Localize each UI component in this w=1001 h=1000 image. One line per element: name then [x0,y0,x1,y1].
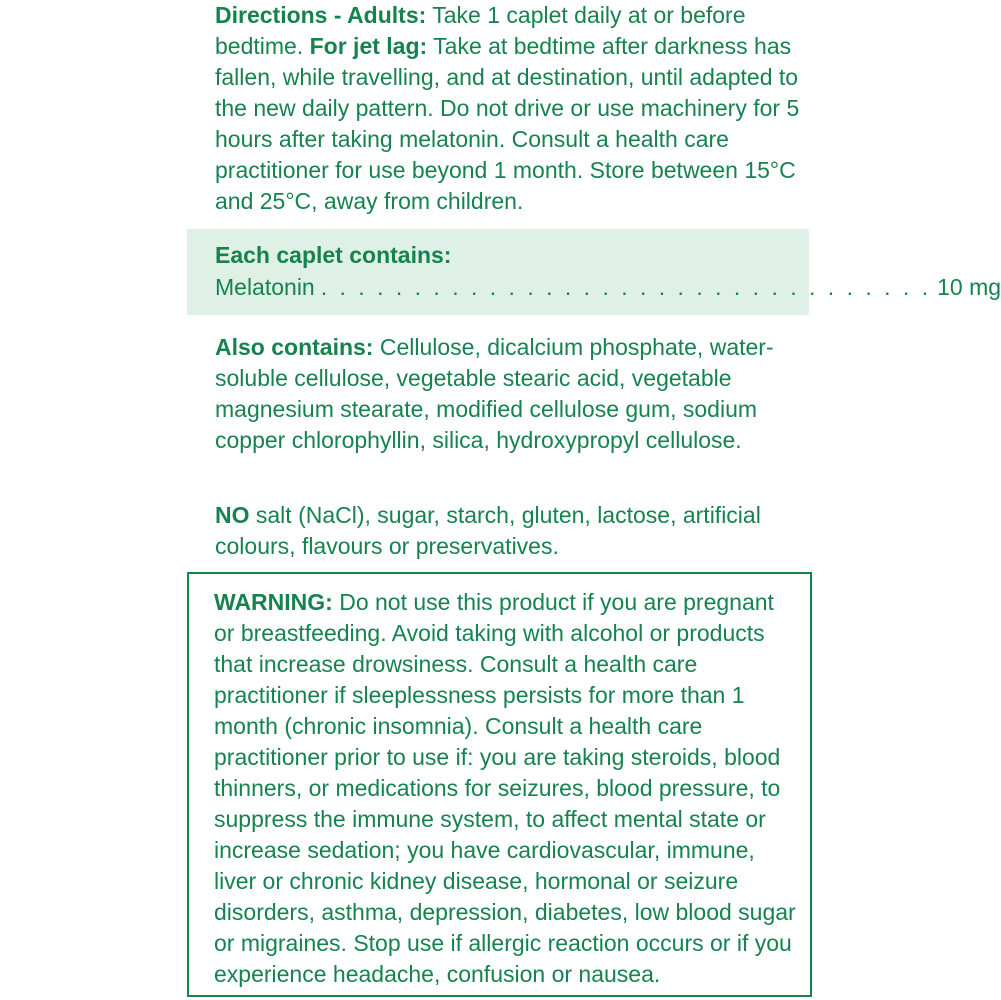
each-caplet-heading: Each caplet contains: [215,242,452,268]
directions-jetlag-text: Take at bedtime after darkness has fallen, while travelling, and at destination, until adapted to the new daily pattern. Do not drive or use machinery for 5 hours after taking melatonin. Consult a health care practitioner for use beyond 1 month. Store between 15°C and 25°C, away from children. [215,33,800,214]
also-contains-text: Cellulose, dicalcium phosphate, water-soluble cellulose, vegetable stearic acid, vegetable magnesium stearate, modified cellulose gum, sodium copper chlorophyllin, silica, hydroxypropyl cellulose. [215,334,774,453]
also-contains-section [215,332,815,456]
no-statement-paragraph [215,500,815,562]
ingredient-name: Melatonin [215,274,315,300]
warning-text: Do not use this product if you are pregnant or breastfeeding. Avoid taking with alcohol or products that increase drowsiness. Consult a health care practitioner if sleeplessness persists for more than 1 month (chronic insomnia). Consult a health care practitioner prior to use if: you are taking steroids, blood thinners, or medications for seizures, blood pressure, to suppress the immune system, to affect mental state or increase sedation; you have cardiovascular, immune, liver or chronic kidney disease, hormonal or seizure disorders, asthma, depression, diabetes, low blood sugar or migraines. Stop use if allergic reaction occurs or if you experience headache, confusion or nausea. [214,589,796,987]
directions-adults-label: Directions - Adults: [215,2,427,28]
ingredient-amount: 10 mg [937,274,1001,300]
directions-adults-text: Take 1 caplet daily at or before bedtime. [215,2,746,59]
also-contains-paragraph [215,332,815,456]
warning-label: WARNING: [214,589,333,615]
each-caplet-box [187,229,1001,315]
directions-paragraph [215,0,815,217]
also-contains-label: Also contains: [215,334,374,360]
no-text: salt (NaCl), sugar, starch, gluten, lactose, artificial colours, flavours or preservatives. [215,502,761,559]
warning-box [187,572,812,997]
directions-section [215,0,815,217]
warning-paragraph [214,587,799,990]
no-label: NO [215,502,250,528]
no-statement-section [215,500,815,562]
dot-leader: . . . . . . . . . . . . . . . . . . . . . . . . . . . . . . . . . [320,274,932,300]
directions-jetlag-label: For jet lag: [309,33,428,59]
ingredient-row [215,272,1001,303]
